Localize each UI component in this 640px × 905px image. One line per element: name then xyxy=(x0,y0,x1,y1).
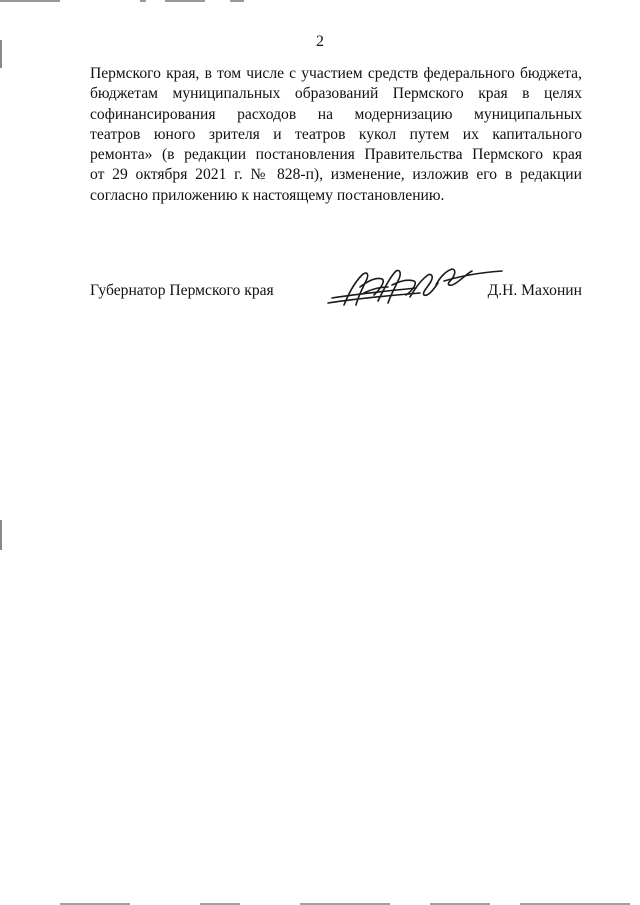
paragraph-line: бюджетам муниципальных образований Пермского края в целях xyxy=(90,85,582,103)
signatory-name: Д.Н. Махонин xyxy=(487,282,582,299)
paragraph-line: театров юного зрителя и театров кукол путем их капитального xyxy=(90,125,582,143)
scan-edge-left xyxy=(0,0,3,905)
paragraph-line: от 29 октября 2021 г. № 828-п), изменение, изложив его в редакции xyxy=(90,166,582,184)
body-paragraph xyxy=(90,64,582,206)
handwritten-signature xyxy=(324,263,504,311)
paragraph-line: софинансирования расходов на модернизацию муниципальных xyxy=(90,105,582,123)
signatory-position: Губернатор Пермского края xyxy=(90,282,274,299)
paragraph-line: ремонта» (в редакции постановления Правительства Пермского края xyxy=(90,146,582,164)
scan-edge-top xyxy=(0,0,640,3)
page-number: 2 xyxy=(316,33,324,50)
scan-edge-bottom xyxy=(0,901,640,905)
paragraph-line: согласно приложению к настоящему постановлению. xyxy=(90,186,445,204)
paragraph-line: Пермского края, в том числе с участием средств федерального бюджета, xyxy=(90,65,582,82)
signature-block xyxy=(90,276,582,316)
